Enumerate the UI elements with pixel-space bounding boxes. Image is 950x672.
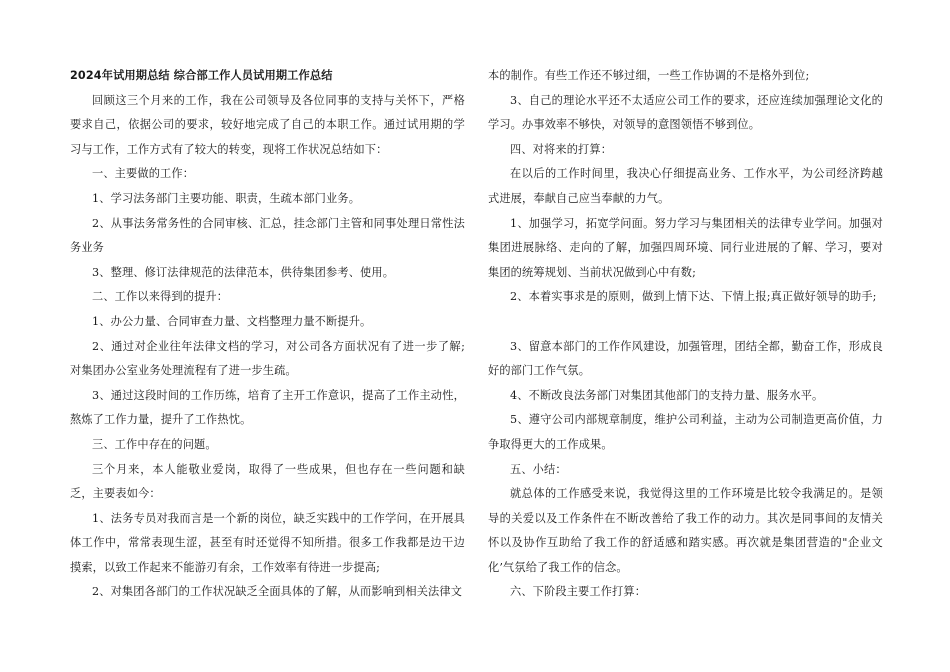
paragraph-problem-2: 2、对集团各部门的工作状况缺乏全面具体的了解，从而影响到相关法律文 [92,585,463,599]
heading-summary: 五、小结： [510,462,567,476]
paragraph-plan-3: 3、留意本部门的工作作风建设，加强管理，团结全都，勤奋工作，形成良好的部门工作气氛。 [488,339,883,378]
paragraph-plan-5: 5、遵守公司内部规章制度，维护公司利益，主动为公司制造更高价值，力争取得更大的工作成果。 [488,413,883,451]
right-column [488,64,883,605]
paragraph-improvement-2: 2、通过对企业往年法律文档的学习，对公司各方面状况有了进一步了解;对集团办公室业务处理流程有了进一步生疏。 [70,339,465,378]
blank-line [488,310,883,335]
heading-problems: 三、工作中存在的问题。 [92,437,217,451]
document-title: 2024年试用期总结 综合部工作人员试用期工作总结 [70,69,333,82]
paragraph-plan-4: 4、不断改良法务部门对集团其他部门的支持力量、服务水平。 [510,388,824,402]
heading-improvements: 二、工作以来得到的提升： [92,290,229,304]
paragraph-plan-2: 2、本着实事求是的原则，做到上情下达、下情上报;真正做好领导的助手; [510,290,877,304]
paragraph-work-item-2: 2、从事法务常务性的合同审核、汇总，挂念部门主管和同事处理日常性法务业务 [70,216,465,255]
heading-next-stage: 六、下阶段主要工作打算： [510,585,647,599]
paragraph-problem-3: 3、自己的理论水平还不太适应公司工作的要求，还应连续加强理论文化的学习。办事效率不够快，对领导的意图领悟不够到位。 [488,93,883,132]
paragraph-problem-2-cont: 本的制作。有些工作还不够过细，一些工作协调的不是格外到位; [488,69,810,82]
heading-future-plans: 四、对将来的打算： [510,142,613,156]
paragraph-work-item-1: 1、学习法务部门主要功能、职责，生疏本部门业务。 [92,191,361,205]
paragraph-summary: 就总体的工作感受来说，我觉得这里的工作环境是比较令我满足的。是领导的关爱以及工作条件在不断改善给了我工作的动力。其次是同事间的友情关怀以及协作互助给了我工作的舒适感和踏实感。再次就是集团营造的"企业文化’气氛给了我工作的信念。 [488,487,883,574]
paragraph-improvement-1: 1、办公力量、合同审查力量、文档整理力量不断提升。 [92,314,372,328]
paragraph-plan-1: 1、加强学习，拓宽学问面。努力学习与集团相关的法律专业学问。加强对集团进展脉络、走向的了解，加强四周环境、同行业进展的了解、学习，要对集团的统筹规划、当前状况做到心中有数; [488,216,883,279]
paragraph-intro: 回顾这三个月来的工作，我在公司领导及各位同事的支持与关怀下，严格要求自己，依据公司的要求，较好地完成了自己的本职工作。通过试用期的学习与工作，工作方式有了较大的转变，现将工作状况总结如下： [70,93,465,156]
paragraph-work-item-3: 3、整理、修订法律规范的法律范本，供待集团参考、使用。 [92,265,395,279]
paragraph-plans-intro: 在以后的工作时间里，我决心仔细提高业务、工作水平，为公司经济跨越式进展，奉献自己应当奉献的力气。 [488,167,883,205]
heading-main-work: 一、主要做的工作： [92,167,195,181]
paragraph-problem-1: 1、法务专员对我而言是一个新的岗位，缺乏实践中的工作学问，在开展具体工作中，常常表现生涩，甚至有时还觉得不知所措。很多工作我都是边干边摸索，以致工作起来不能游刃有余，工作效率有待进一步提高; [70,511,465,574]
paragraph-improvement-3: 3、通过这段时间的工作历练，培育了主开工作意识，提高了工作主动性，熬炼了工作力量，提升了工作热忱。 [70,388,465,427]
paragraph-problems-intro: 三个月来，本人能敬业爱岗，取得了一些成果，但也存在一些问题和缺乏，主要表如今： [70,462,465,501]
left-column [70,64,465,605]
